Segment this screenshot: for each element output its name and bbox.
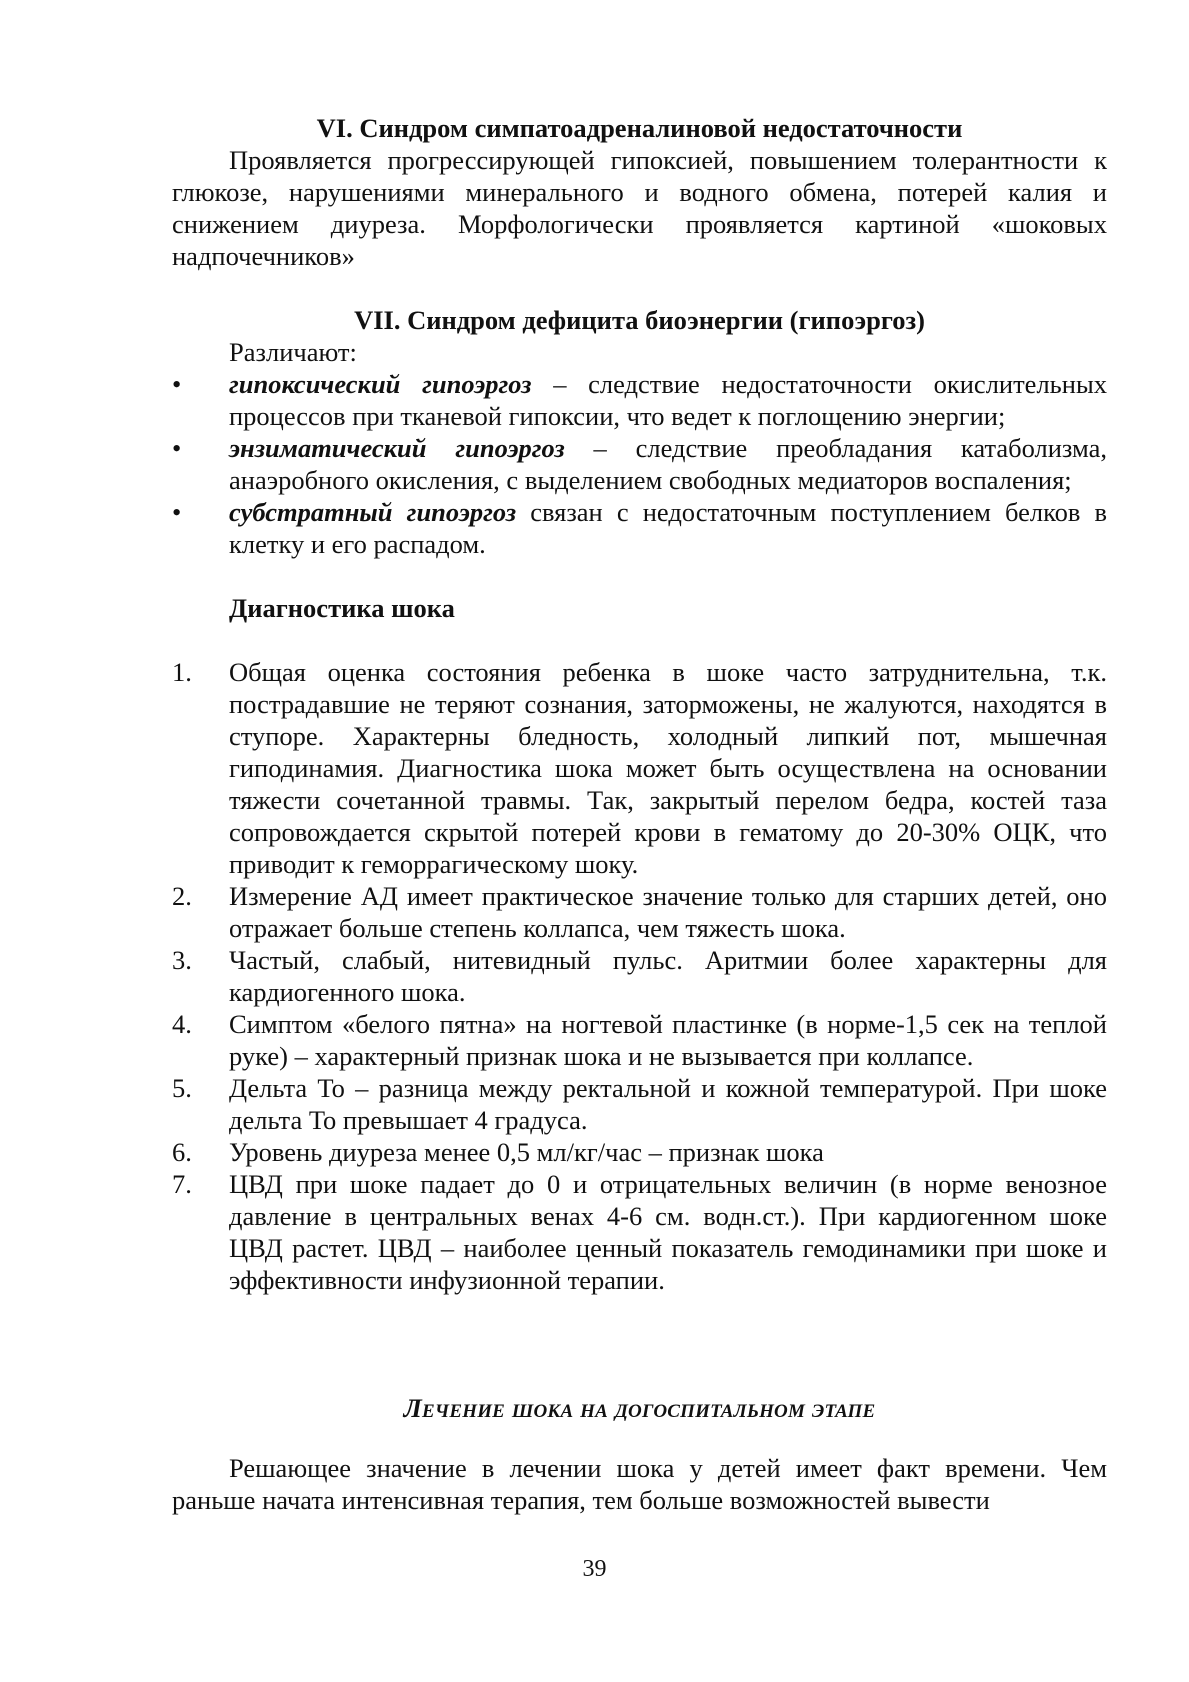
bullet-term: гипоксический гипоэргоз [229,369,532,399]
list-item [172,496,1107,560]
diagnostics-section [172,592,1107,1296]
list-item [172,432,1107,496]
list-item [172,368,1107,432]
list-item [172,1136,1107,1168]
bullet-text: связан с недостаточным поступлением белков в клетку и его распадом. [229,497,1107,559]
item-text: Симптом «белого пятна» на ногтевой пластинке (в норме-1,5 сек на теплой руке) – характерный признак шока и не вызывается при коллапсе. [229,1009,1107,1071]
item-text: Частый, слабый, нитевидный пульс. Аритмии более характерны для кардиогенного шока. [229,945,1107,1007]
hypoergosis-list [172,368,1107,560]
item-number: 5. [172,1073,192,1103]
item-text: ЦВД при шоке падает до 0 и отрицательных величин (в норме венозное давление в центральных венах 4-6 см. водн.ст.). При кардиогенном шоке ЦВД растет. ЦВД – наиболее ценный показатель гемодинамики при шоке и эффективности инфузионной терапии. [229,1169,1107,1295]
list-item [172,1008,1107,1072]
list-item [172,944,1107,1008]
bullet-text: – следствие недостаточности окислительных процессов при тканевой гипоксии, что ведет к поглощению энергии; [229,369,1107,431]
item-number: 3. [172,945,192,975]
item-number: 4. [172,1009,192,1039]
item-text: Общая оценка состояния ребенка в шоке часто затруднительна, т.к. пострадавшие не теряют сознания, заторможены, не жалуются, находятся в ступоре. Характерны бледность, холодный липкий пот, мышечная гиподинамия. Диагностика шока может быть осуществлена на основании тяжести сочетанной травмы. Так, закрытый перелом бедра, костей таза сопровождается скрытой потерей крови в гематому до 20-30% ОЦК, что приводит к геморрагическому шоку. [229,657,1107,879]
item-number: 7. [172,1169,192,1199]
treatment-section [172,1392,1107,1516]
diagnostics-title: Диагностика шока [229,593,455,623]
diagnostics-list [172,656,1107,1296]
bullet-term: субстратный гипоэргоз [229,497,517,527]
bullet-term: энзиматический гипоэргоз [229,433,565,463]
bullet-marker: • [172,369,182,399]
section-7 [172,304,1107,560]
list-item [172,880,1107,944]
treatment-title: Лечение шока на догоспитальном этапе [403,1393,876,1423]
bullet-text: – следствие преобладания катаболизма, анаэробного окисления, с выделением свободных медиаторов воспаления; [229,433,1107,495]
treatment-text: Решающее значение в лечении шока у детей имеет факт времени. Чем раньше начата интенсивная терапия, тем больше возможностей вывести [172,1453,1107,1515]
section-6-title: VI. Синдром симпатоадреналиновой недостаточности [316,113,963,143]
section-6 [172,112,1107,272]
bullet-marker: • [172,433,182,463]
item-text: Измерение АД имеет практическое значение только для старших детей, оно отражает больше степень коллапса, чем тяжесть шока. [229,881,1107,943]
list-item [172,656,1107,880]
item-text: Уровень диуреза менее 0,5 мл/кг/час – признак шока [229,1137,824,1167]
item-text: Дельта То – разница между ректальной и кожной температурой. При шоке дельта То превышает 4 градуса. [229,1073,1107,1135]
section-6-text: Проявляется прогрессирующей гипоксией, повышением толерантности к глюкозе, нарушениями минерального и водного обмена, потерей калия и снижением диуреза. Морфологически проявляется картиной «шоковых надпочечников» [172,145,1107,271]
item-number: 6. [172,1137,192,1167]
section-7-intro: Различают: [229,337,357,367]
item-number: 1. [172,657,192,687]
bullet-marker: • [172,497,182,527]
item-number: 2. [172,881,192,911]
list-item [172,1168,1107,1296]
page-number: 39 [582,1556,607,1582]
list-item [172,1072,1107,1136]
section-7-title: VII. Синдром дефицита биоэнергии (гипоэргоз) [354,305,925,335]
